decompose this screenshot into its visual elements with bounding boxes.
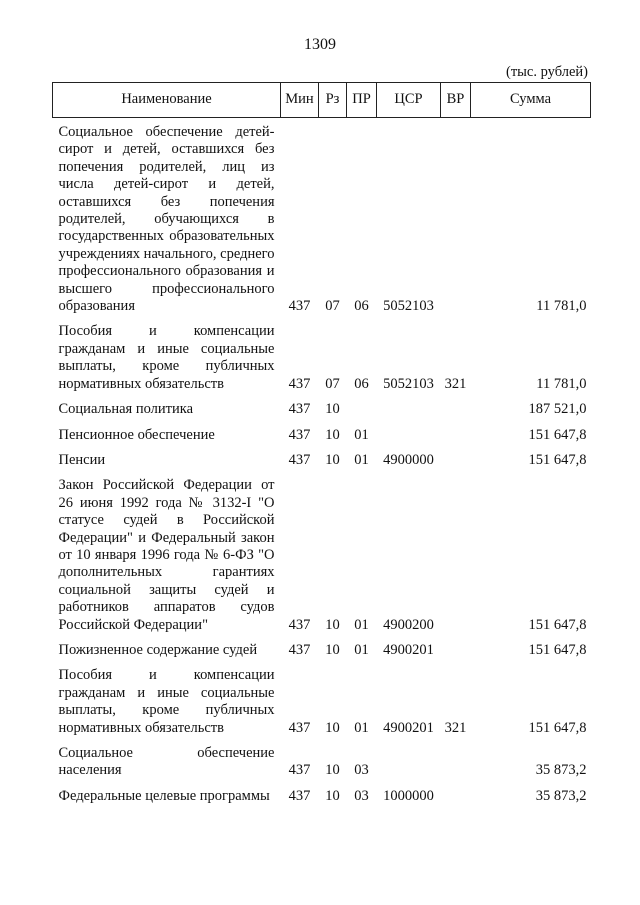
table-row — [53, 473, 591, 638]
table-row — [53, 638, 591, 663]
row-csr — [377, 741, 441, 784]
row-min: 437 — [288, 719, 311, 736]
row-rz: 10 — [325, 616, 340, 633]
row-vr — [441, 448, 471, 473]
row-name: Социальная политика — [58, 401, 194, 418]
row-pr: 01 — [354, 426, 369, 443]
row-pr — [347, 397, 377, 422]
row-sum: 35 873,2 — [535, 762, 587, 779]
row-rz: 10 — [325, 787, 340, 804]
row-pr: 06 — [354, 375, 369, 392]
row-csr: 4900000 — [383, 451, 434, 468]
row-rz: 10 — [325, 762, 340, 779]
table-row — [53, 448, 591, 473]
row-name: Социальное обеспечение детей-сирот и детей, оставшихся без попечения родителей, лиц из числа детей-сирот и детей, оставшихся без попечения родителей, обучающихся в государственных образовательных учреждениях начального, среднего профессионального образования и высшего профессионального образования — [58, 124, 275, 315]
row-name: Пожизненное содержание судей — [58, 641, 258, 658]
row-sum: 187 521,0 — [528, 401, 587, 418]
row-name: Социальное обеспечение населения — [58, 745, 275, 779]
row-name: Закон Российской Федерации от 26 июня 1992 года № 3132-I "О статусе судей в Российской Федерации" и Федеральный закон от 10 января 1996 года № 6-ФЗ "О дополнительных гарантиях социальной защиты судей и работников аппаратов судов Российской Федерации" — [58, 477, 275, 633]
row-csr: 1000000 — [383, 787, 434, 804]
row-pr: 01 — [354, 451, 369, 468]
header-min: Мин — [281, 83, 319, 118]
table-row — [53, 663, 591, 741]
row-vr — [441, 397, 471, 422]
header-rz: Рз — [319, 83, 347, 118]
table-header-row — [53, 83, 591, 118]
row-sum: 151 647,8 — [528, 719, 587, 736]
header-pr: ПР — [347, 83, 377, 118]
row-pr: 01 — [354, 719, 369, 736]
budget-table — [52, 82, 591, 809]
table-row — [53, 784, 591, 809]
header-csr: ЦСР — [377, 83, 441, 118]
table-row — [53, 319, 591, 397]
row-name: Пенсионное обеспечение — [58, 426, 215, 443]
row-name: Федеральные целевые программы — [58, 787, 270, 804]
table-row — [53, 397, 591, 422]
row-min: 437 — [288, 616, 311, 633]
row-sum: 35 873,2 — [535, 787, 587, 804]
row-rz: 10 — [325, 401, 340, 418]
row-rz: 07 — [325, 298, 340, 315]
row-vr — [441, 638, 471, 663]
row-vr — [441, 473, 471, 638]
row-vr: 321 — [444, 719, 467, 736]
row-rz: 10 — [325, 641, 340, 658]
row-sum: 151 647,8 — [528, 616, 587, 633]
row-csr: 5052103 — [383, 375, 434, 392]
row-min: 437 — [288, 401, 311, 418]
row-name: Пособия и компенсации гражданам и иные социальные выплаты, кроме публичных нормативных обязательств — [58, 323, 275, 392]
row-rz: 10 — [325, 451, 340, 468]
row-sum: 11 781,0 — [536, 375, 587, 392]
table-row — [53, 118, 591, 320]
row-csr: 4900201 — [383, 719, 434, 736]
row-pr: 01 — [354, 616, 369, 633]
row-rz: 07 — [325, 375, 340, 392]
row-min: 437 — [288, 426, 311, 443]
row-sum: 151 647,8 — [528, 451, 587, 468]
row-csr — [377, 397, 441, 422]
row-min: 437 — [288, 451, 311, 468]
header-vr: ВР — [441, 83, 471, 118]
header-sum: Сумма — [471, 83, 591, 118]
row-vr: 321 — [444, 375, 467, 392]
row-min: 437 — [288, 641, 311, 658]
row-name: Пособия и компенсации гражданам и иные социальные выплаты, кроме публичных нормативных обязательств — [58, 667, 275, 736]
row-rz: 10 — [325, 426, 340, 443]
header-name: Наименование — [53, 83, 281, 118]
row-min: 437 — [288, 762, 311, 779]
row-vr — [441, 741, 471, 784]
row-name: Пенсии — [58, 451, 106, 468]
row-vr — [441, 423, 471, 448]
row-csr: 5052103 — [383, 298, 434, 315]
row-pr: 03 — [354, 762, 369, 779]
row-rz: 10 — [325, 719, 340, 736]
row-csr — [377, 423, 441, 448]
units-label: (тыс. рублей) — [506, 64, 588, 80]
row-min: 437 — [288, 375, 311, 392]
table-row — [53, 741, 591, 784]
row-csr: 4900201 — [383, 641, 434, 658]
table-row — [53, 423, 591, 448]
row-csr: 4900200 — [383, 616, 434, 633]
row-vr — [441, 118, 471, 320]
row-pr: 03 — [354, 787, 369, 804]
row-sum: 151 647,8 — [528, 426, 587, 443]
page-number: 1309 — [304, 36, 336, 53]
row-min: 437 — [288, 787, 311, 804]
row-min: 437 — [288, 298, 311, 315]
row-vr — [441, 784, 471, 809]
row-pr: 06 — [354, 298, 369, 315]
row-sum: 151 647,8 — [528, 641, 587, 658]
row-pr: 01 — [354, 641, 369, 658]
row-sum: 11 781,0 — [536, 298, 587, 315]
